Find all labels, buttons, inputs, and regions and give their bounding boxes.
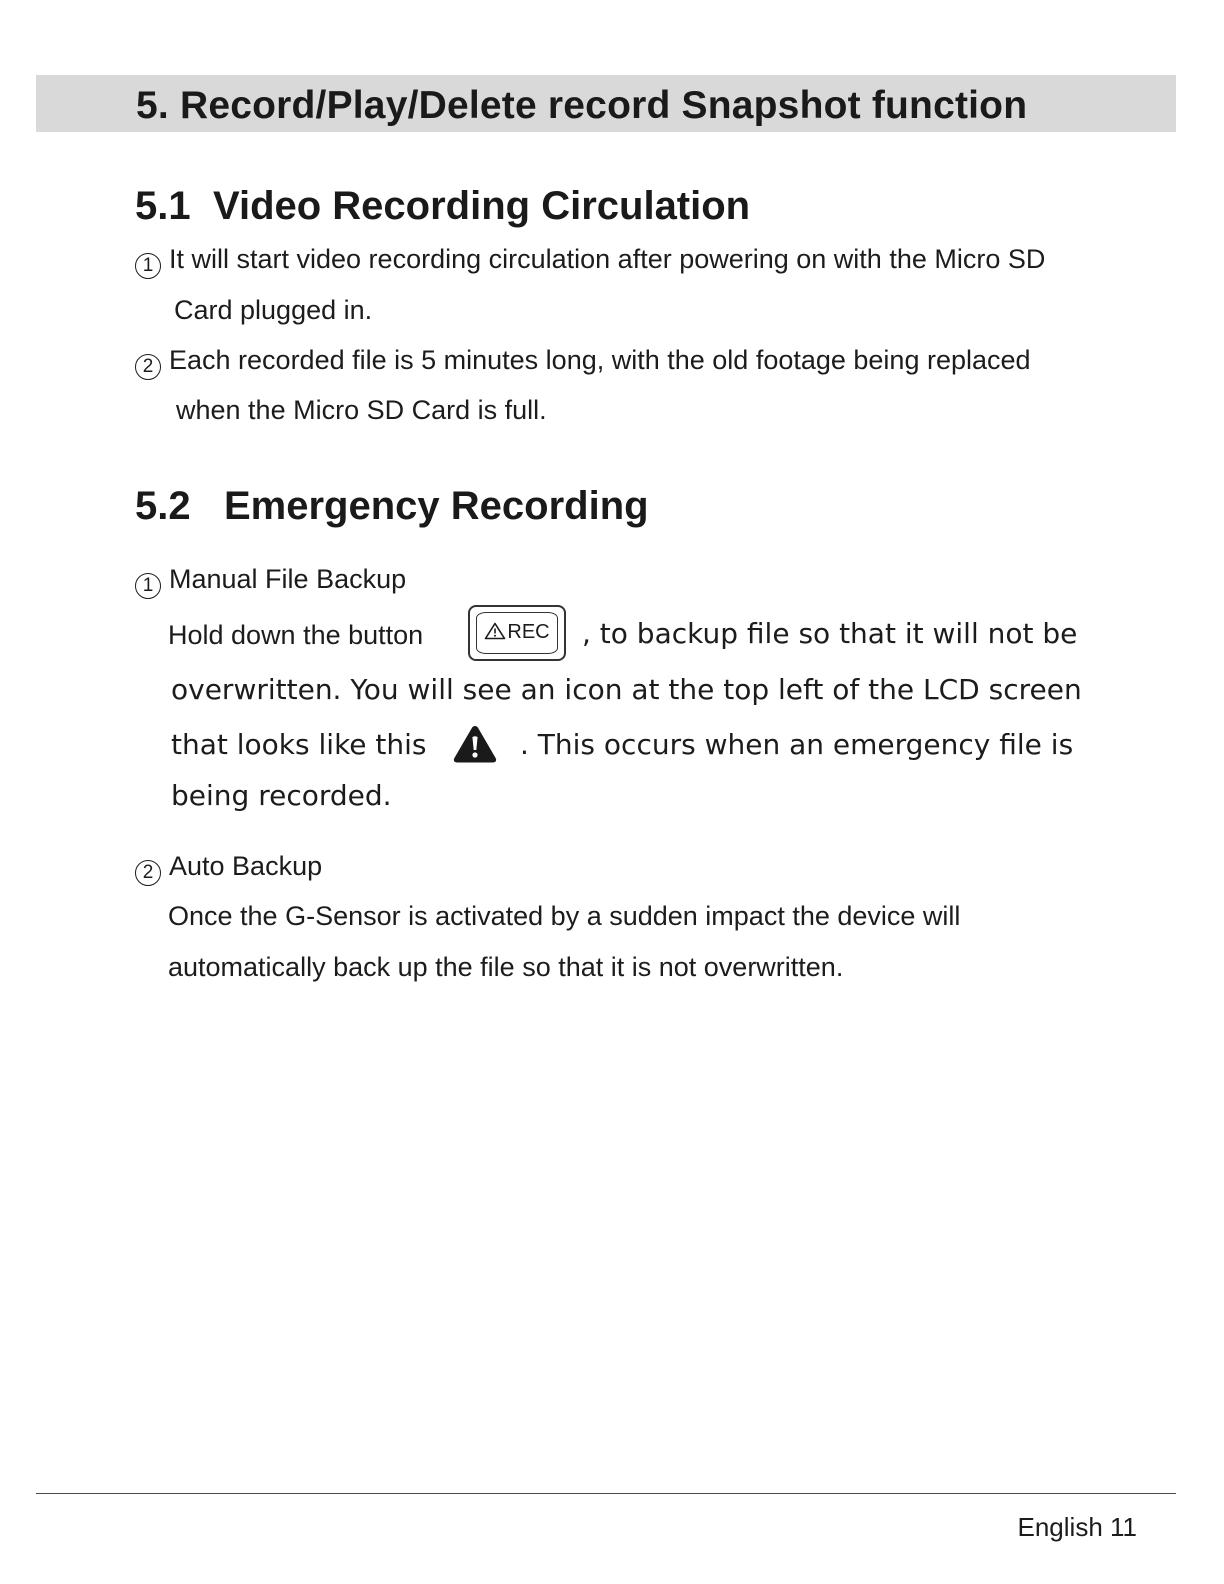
circled-number-1: 1 <box>135 253 161 279</box>
manual-line-1-end: , to backup file so that it will not be <box>582 617 1078 650</box>
footer-divider <box>36 1493 1176 1494</box>
warning-triangle-outline-icon <box>484 622 506 640</box>
section-heading-emergency-recording <box>135 484 649 529</box>
rec-text: REC <box>507 621 550 643</box>
list-item-2-line-2: when the Micro SD Card is full. <box>176 395 547 425</box>
chapter-title: 5. Record/Play/Delete record Snapshot function <box>136 84 1028 127</box>
circled-number-1: 1 <box>135 573 161 599</box>
list-item-text: Each recorded file is 5 minutes long, with the old footage being replaced <box>169 345 1031 375</box>
subheading-text: Manual File Backup <box>169 564 407 594</box>
manual-line-3-start: that looks like this <box>171 728 427 761</box>
warning-triangle-filled-icon <box>452 724 498 764</box>
section-title: Emergency Recording <box>224 484 649 528</box>
list-item-2-line-1 <box>135 345 1031 380</box>
circled-number-2: 2 <box>135 354 161 380</box>
rec-button-illustration <box>468 605 566 661</box>
list-item-1-line-1 <box>135 244 1045 279</box>
manual-line-2: overwritten. You will see an icon at the top left of the LCD screen <box>171 673 1082 706</box>
manual-line-4: being recorded. <box>171 779 392 812</box>
section-number: 5.1 <box>135 184 191 228</box>
manual-backup-heading <box>135 564 406 599</box>
section-number: 5.2 <box>135 484 191 528</box>
auto-backup-heading <box>135 851 322 886</box>
rec-button-label <box>470 621 564 644</box>
section-title: Video Recording Circulation <box>213 184 751 228</box>
manual-line-1-start: Hold down the button <box>168 620 424 650</box>
manual-line-3-end: . This occurs when an emergency file is <box>520 728 1074 761</box>
subheading-text: Auto Backup <box>169 851 323 881</box>
section-heading-video-recording <box>135 184 750 229</box>
chapter-title-bar <box>36 75 1176 132</box>
auto-line-2: automatically back up the file so that it is not overwritten. <box>168 952 844 982</box>
list-item-1-line-2: Card plugged in. <box>174 295 373 325</box>
list-item-text: It will start video recording circulation after powering on with the Micro SD <box>169 244 1046 274</box>
circled-number-2: 2 <box>135 860 161 886</box>
page-number: English 11 <box>1017 1512 1137 1542</box>
auto-line-1: Once the G-Sensor is activated by a sudden impact the device will <box>168 901 961 931</box>
